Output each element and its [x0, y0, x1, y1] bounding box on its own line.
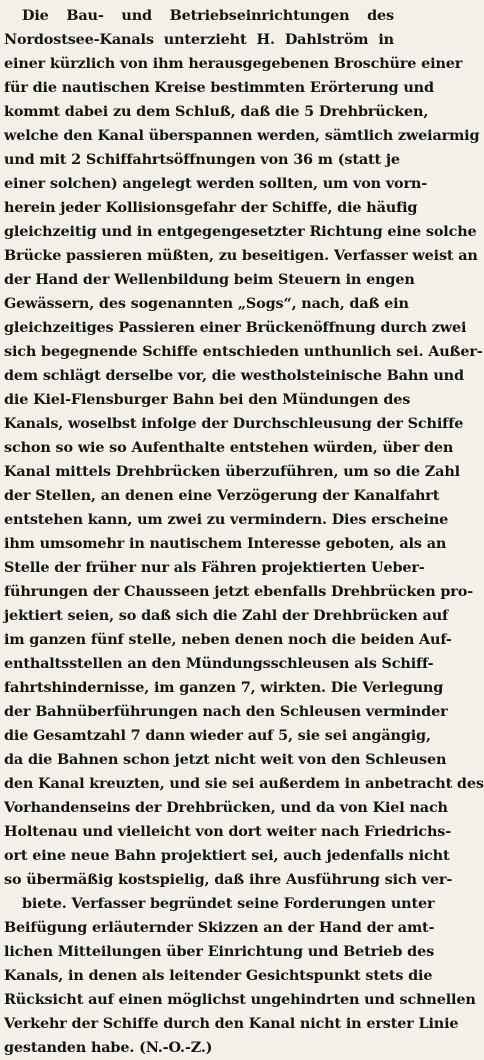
article-line: sich begegnende Schiffe entschieden unthunlich sei. Außer-	[4, 343, 483, 360]
article-line: Beifügung erläuternder Skizzen an der Hand der amt-	[4, 919, 435, 936]
article-line: Brücke passieren müßten, zu beseitigen. Verfasser weist an	[4, 247, 478, 264]
article-line: gestanden habe. (N.-O.-Z.)	[4, 1039, 213, 1056]
article-line: Stelle der früher nur als Fähren projektierten Ueber-	[4, 559, 425, 576]
article-line: ort eine neue Bahn projektiert sei, auch jedenfalls nicht	[4, 847, 450, 864]
article-line: Die Bau- und Betriebseinrichtungen des	[22, 7, 394, 24]
article-line: der Hand der Wellenbildung beim Steuern in engen	[4, 271, 415, 288]
article-line: Nordostsee-Kanals unterzieht H. Dahlström in	[4, 31, 394, 48]
article-line: Vorhandenseins der Drehbrücken, und da von Kiel nach	[4, 799, 448, 816]
article-line: der Stellen, an denen eine Verzögerung der Kanalfahrt	[4, 487, 440, 504]
article-line: einer kürzlich von ihm herausgegebenen Broschüre einer	[4, 55, 463, 72]
article-line: gleichzeitiges Passieren einer Brückenöffnung durch zwei	[4, 319, 467, 336]
article-line: schon so wie so Aufenthalte entstehen würden, über den	[4, 439, 454, 456]
article-line: Kanals, in denen als leitender Gesichtspunkt stets die	[4, 967, 433, 984]
article-line: Gewässern, des sogenannten „Sogs“, nach, daß ein	[4, 295, 409, 312]
article-line: fahrtshindernisse, im ganzen 7, wirkten. Die Verlegung	[4, 679, 444, 696]
article-line: einer solchen) angelegt werden sollten, um von vorn-	[4, 175, 428, 192]
article-line: biete. Verfasser begründet seine Forderungen unter	[22, 895, 435, 912]
article-line: gleichzeitig und in entgegengesetzter Richtung eine solche	[4, 223, 477, 240]
article-line: jektiert seien, so daß sich die Zahl der Drehbrücken auf	[4, 607, 449, 624]
article-line: für die nautischen Kreise bestimmten Erörterung und	[4, 79, 434, 96]
article-line: der Bahnüberführungen nach den Schleusen verminder	[4, 703, 448, 720]
article-line: entstehen kann, um zwei zu vermindern. Dies erscheine	[4, 511, 449, 528]
article-line: kommt dabei zu dem Schluß, daß die 5 Drehbrücken,	[4, 103, 429, 120]
article-line: Rücksicht auf einen möglichst ungehindrten und schnellen	[4, 991, 476, 1008]
article-line: herein jeder Kollisionsgefahr der Schiffe, die häufig	[4, 199, 418, 216]
article-line: so übermäßig kostspielig, daß ihre Ausführung sich ver-	[4, 871, 453, 888]
article-line: Kanal mittels Drehbrücken überzuführen, um so die Zahl	[4, 463, 460, 480]
article-line: enthaltsstellen an den Mündungsschleusen als Schiff-	[4, 655, 434, 672]
article-line: Holtenau und vielleicht von dort weiter nach Friedrichs-	[4, 823, 452, 840]
article-line: ihm umsomehr in nautischem Interesse geboten, als an	[4, 535, 447, 552]
article-line: die Gesamtzahl 7 dann wieder auf 5, sie sei angängig,	[4, 727, 431, 744]
article-line: im ganzen fünf stelle, neben denen noch die beiden Auf-	[4, 631, 452, 648]
article-line: den Kanal kreuzten, und sie sei außerdem in anbetracht des	[4, 775, 484, 792]
article-line: Verkehr der Schiffe durch den Kanal nicht in erster Linie	[4, 1015, 459, 1032]
article-line: welche den Kanal überspannen werden, sämtlich zweiarmig	[4, 127, 480, 144]
article-line: führungen der Chausseen jetzt ebenfalls Drehbrücken pro-	[4, 583, 474, 600]
article-text	[4, 4, 484, 1060]
article-line: da die Bahnen schon jetzt nicht weit von den Schleusen	[4, 751, 447, 768]
article-line: und mit 2 Schiffahrtsöffnungen von 36 m (statt je	[4, 151, 400, 168]
article-line: Kanals, woselbst infolge der Durchschleusung der Schiffe	[4, 415, 464, 432]
article-line: dem schlägt derselbe vor, die westholsteinische Bahn und	[4, 367, 464, 384]
article-line: die Kiel-Flensburger Bahn bei den Mündungen des	[4, 391, 411, 408]
article-line: lichen Mitteilungen über Einrichtung und Betrieb des	[4, 943, 435, 960]
